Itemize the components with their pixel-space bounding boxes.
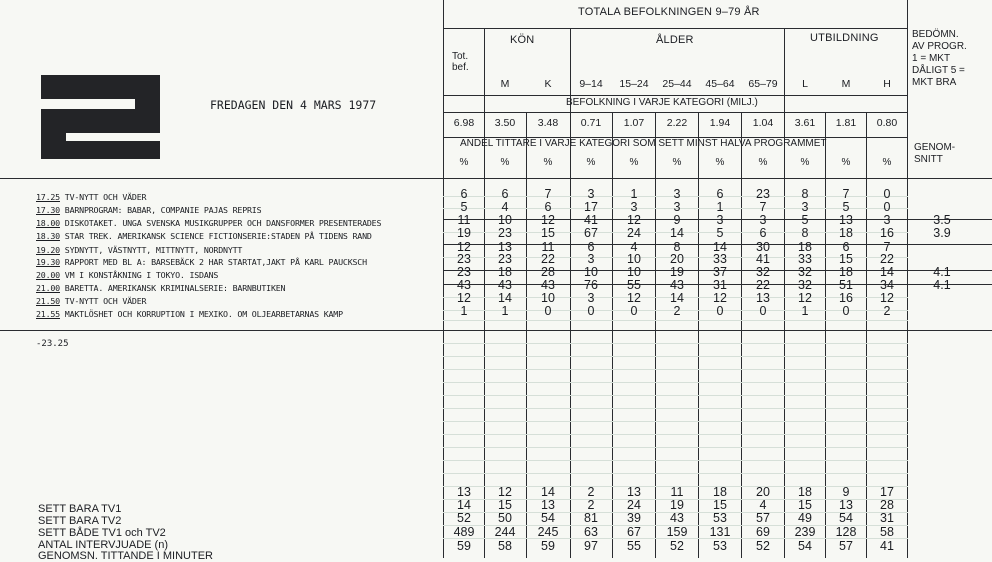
program-title: TV-NYTT OCH VÄDER <box>59 192 147 202</box>
program-value: 14 <box>498 291 512 305</box>
program-value: 14 <box>670 291 684 305</box>
program-value: 32 <box>798 278 812 292</box>
program-value: 0 <box>883 187 891 201</box>
program-value: 3 <box>587 252 595 266</box>
program-value: 12 <box>627 291 641 305</box>
program-title: MAKTLÖSHET OCH KORRUPTION I MEXIKO. OM OLJEARBETARNAS KAMP <box>59 309 343 319</box>
program-value: 12 <box>541 213 555 227</box>
summary-value: 13 <box>839 498 853 512</box>
column-label: 15–24 <box>619 78 649 90</box>
program-value: 6 <box>842 240 850 254</box>
summary-value: 55 <box>627 539 641 553</box>
program-value: 7 <box>842 187 850 201</box>
percent-sign: % <box>715 157 725 168</box>
program-value: 19 <box>457 226 471 240</box>
summary-value: 13 <box>541 498 555 512</box>
summary-value: 2 <box>587 485 595 499</box>
program-value: 37 <box>713 265 727 279</box>
column-label: H <box>883 78 891 90</box>
summary-value: 19 <box>670 498 684 512</box>
program-value: 1 <box>630 187 638 201</box>
program-value: 10 <box>584 265 598 279</box>
summary-value: 53 <box>713 539 727 553</box>
program-value: 24 <box>627 226 641 240</box>
summary-value: 12 <box>498 485 512 499</box>
program-value: 10 <box>627 252 641 266</box>
program-value: 0 <box>842 304 850 318</box>
summary-value: 58 <box>498 539 512 553</box>
program-value: 31 <box>713 278 727 292</box>
population-value: 3.61 <box>794 117 816 129</box>
population-value: 0.80 <box>876 117 898 129</box>
program-row <box>36 231 372 241</box>
program-value: 13 <box>839 213 853 227</box>
column-label: 9–14 <box>579 78 603 90</box>
population-value: 0.71 <box>580 117 602 129</box>
program-row <box>36 283 285 293</box>
summary-value: 52 <box>756 539 770 553</box>
program-value: 10 <box>541 291 555 305</box>
column-label: 45–64 <box>705 78 735 90</box>
program-value: 9 <box>673 213 681 227</box>
program-value: 23 <box>457 252 471 266</box>
summary-label: ANTAL INTERVJUADE (n) <box>38 539 168 551</box>
program-rating: 3.5 <box>933 213 951 227</box>
program-value: 0 <box>883 200 891 214</box>
percent-sign: % <box>800 157 810 168</box>
program-value: 1 <box>801 304 809 318</box>
program-value: 16 <box>880 226 894 240</box>
program-value: 22 <box>756 278 770 292</box>
summary-value: 14 <box>541 485 555 499</box>
program-time: 21.00 <box>36 283 60 293</box>
program-value: 12 <box>457 291 471 305</box>
program-value: 1 <box>460 304 468 318</box>
program-value: 55 <box>627 278 641 292</box>
summary-value: 81 <box>584 511 598 525</box>
summary-value: 17 <box>880 485 894 499</box>
program-value: 1 <box>501 304 509 318</box>
program-value: 28 <box>541 265 555 279</box>
population-value: 1.81 <box>835 117 857 129</box>
program-time: 21.50 <box>36 296 60 306</box>
summary-value: 15 <box>713 498 727 512</box>
program-value: 32 <box>798 265 812 279</box>
population-title: BEFOLKNING I VARJE KATEGORI (MILJ.) <box>566 97 758 108</box>
program-value: 3 <box>673 200 681 214</box>
program-value: 23 <box>498 226 512 240</box>
percent-sign: % <box>672 157 682 168</box>
education-title: UTBILDNING <box>810 32 879 44</box>
program-row <box>36 218 381 228</box>
summary-value: 14 <box>457 498 471 512</box>
program-value: 19 <box>670 265 684 279</box>
summary-value: 15 <box>798 498 812 512</box>
percent-sign: % <box>629 157 639 168</box>
column-label: K <box>544 78 552 90</box>
column-label: M <box>500 78 510 90</box>
program-value: 12 <box>798 291 812 305</box>
summary-value: 58 <box>880 525 894 539</box>
program-rating: 3.9 <box>933 226 951 240</box>
program-value: 18 <box>839 226 853 240</box>
program-value: 4 <box>630 240 638 254</box>
program-value: 5 <box>801 213 809 227</box>
tot-bef-label: bef. <box>452 62 469 73</box>
program-value: 14 <box>880 265 894 279</box>
program-row <box>36 309 343 319</box>
summary-value: 67 <box>627 525 641 539</box>
summary-label: SETT BARA TV2 <box>38 515 122 527</box>
program-value: 67 <box>584 226 598 240</box>
column-label: 25–44 <box>662 78 692 90</box>
summary-value: 13 <box>627 485 641 499</box>
program-value: 3 <box>716 213 724 227</box>
column-label: 65–79 <box>748 78 778 90</box>
program-value: 11 <box>541 240 555 254</box>
rule <box>443 95 908 96</box>
summary-value: 52 <box>670 539 684 553</box>
summary-value: 9 <box>842 485 850 499</box>
program-row <box>36 192 146 202</box>
population-value: 6.98 <box>453 117 475 129</box>
program-value: 14 <box>670 226 684 240</box>
summary-value: 57 <box>839 539 853 553</box>
program-value: 15 <box>541 226 555 240</box>
program-value: 12 <box>880 291 894 305</box>
program-time: 19.30 <box>36 257 60 267</box>
program-value: 1 <box>716 200 724 214</box>
population-value: 1.94 <box>709 117 731 129</box>
rule <box>443 112 908 113</box>
program-title: TV-NYTT OCH VÄDER <box>59 296 147 306</box>
program-value: 0 <box>716 304 724 318</box>
rating-title: BEDÖMN. AV PROGR. 1 = MKT DÅLIGT 5 = MKT BRA <box>912 29 967 88</box>
program-value: 7 <box>759 200 767 214</box>
program-value: 43 <box>457 278 471 292</box>
program-time: 18.30 <box>36 231 60 241</box>
program-title: BARETTA. AMERIKANSK KRIMINALSERIE: BARNBUTIKEN <box>59 283 286 293</box>
percent-sign: % <box>841 157 851 168</box>
program-value: 41 <box>584 213 598 227</box>
summary-value: 54 <box>541 511 555 525</box>
summary-value: 50 <box>498 511 512 525</box>
program-value: 0 <box>587 304 595 318</box>
program-value: 2 <box>673 304 681 318</box>
gender-title: KÖN <box>510 34 535 46</box>
column-label: L <box>802 78 808 90</box>
program-value: 43 <box>541 278 555 292</box>
program-value: 6 <box>501 187 509 201</box>
population-value: 1.04 <box>752 117 774 129</box>
program-rating: 4.1 <box>933 278 951 292</box>
program-value: 3 <box>759 213 767 227</box>
program-title: RAPPORT MED BL A: BARSEBÄCK 2 HAR STARTAT,JAKT PÅ KARL PAUCKSCH <box>59 257 367 267</box>
share-title: ANDEL TITTARE I VARJE KATEGORI SOM SETT MINST HALVA PROGRAMMET <box>460 138 827 149</box>
program-value: 3 <box>630 200 638 214</box>
program-value: 32 <box>756 265 770 279</box>
summary-value: 128 <box>835 525 857 539</box>
summary-value: 49 <box>798 511 812 525</box>
program-value: 17 <box>584 200 598 214</box>
summary-value: 20 <box>756 485 770 499</box>
program-value: 6 <box>759 226 767 240</box>
program-title: STAR TREK. AMERIKANSK SCIENCE FICTIONSERIE:STADEN PÅ TIDENS RAND <box>59 231 372 241</box>
program-value: 12 <box>627 213 641 227</box>
summary-value: 4 <box>759 498 767 512</box>
summary-value: 31 <box>880 511 894 525</box>
program-value: 6 <box>544 200 552 214</box>
rule <box>784 28 785 558</box>
program-value: 22 <box>541 252 555 266</box>
summary-value: 13 <box>457 485 471 499</box>
average-title: GENOM-SNITT <box>914 142 956 165</box>
summary-value: 18 <box>798 485 812 499</box>
summary-value: 2 <box>587 498 595 512</box>
program-value: 16 <box>839 291 853 305</box>
program-value: 6 <box>716 187 724 201</box>
program-title: VM I KONSTÅKNING I TOKYO. ISDANS <box>59 270 219 280</box>
program-value: 23 <box>498 252 512 266</box>
total-population-title: TOTALA BEFOLKNINGEN 9–79 ÅR <box>578 6 760 18</box>
end-time: -23.25 <box>36 339 69 349</box>
program-value: 3 <box>587 291 595 305</box>
program-value: 12 <box>457 240 471 254</box>
age-title: ÅLDER <box>656 34 694 46</box>
summary-value: 59 <box>457 539 471 553</box>
summary-value: 239 <box>794 525 816 539</box>
program-value: 41 <box>756 252 770 266</box>
summary-value: 24 <box>627 498 641 512</box>
summary-value: 63 <box>584 525 598 539</box>
summary-value: 28 <box>880 498 894 512</box>
program-value: 51 <box>839 278 853 292</box>
program-value: 0 <box>630 304 638 318</box>
rule <box>443 0 444 558</box>
program-value: 33 <box>713 252 727 266</box>
summary-value: 18 <box>713 485 727 499</box>
summary-label: GENOMSN. TITTANDE I MINUTER <box>38 550 213 562</box>
program-row <box>36 296 146 306</box>
program-value: 8 <box>801 226 809 240</box>
program-value: 18 <box>798 240 812 254</box>
program-value: 0 <box>759 304 767 318</box>
tot-bef-label: Tot. <box>452 51 469 62</box>
program-row <box>36 270 218 280</box>
broadcast-date: FREDAGEN DEN 4 MARS 1977 <box>210 98 377 112</box>
program-value: 5 <box>716 226 724 240</box>
program-value: 6 <box>460 187 468 201</box>
rule <box>443 28 908 29</box>
population-value: 3.48 <box>537 117 559 129</box>
program-title: SYDNYTT, VÄSTNYTT, MITTNYTT, NORDNYTT <box>59 245 243 255</box>
population-value: 1.07 <box>623 117 645 129</box>
program-row <box>36 245 242 255</box>
summary-value: 54 <box>839 511 853 525</box>
program-value: 0 <box>544 304 552 318</box>
summary-value: 54 <box>798 539 812 553</box>
program-value: 5 <box>460 200 468 214</box>
program-time: 19.20 <box>36 245 60 255</box>
rule <box>0 178 992 179</box>
percent-sign: % <box>500 157 510 168</box>
program-time: 18.00 <box>36 218 60 228</box>
program-value: 7 <box>544 187 552 201</box>
column-label: M <box>841 78 851 90</box>
program-value: 22 <box>880 252 894 266</box>
program-time: 20.00 <box>36 270 60 280</box>
percent-sign: % <box>882 157 892 168</box>
program-value: 3 <box>801 200 809 214</box>
summary-value: 52 <box>457 511 471 525</box>
percent-sign: % <box>758 157 768 168</box>
program-value: 23 <box>457 265 471 279</box>
program-title: DISKOTAKET. UNGA SVENSKA MUSIKGRUPPER OCH DANSFORMER PRESENTERADES <box>59 218 382 228</box>
percent-sign: % <box>459 157 469 168</box>
program-value: 34 <box>880 278 894 292</box>
summary-value: 57 <box>756 511 770 525</box>
summary-value: 97 <box>584 539 598 553</box>
program-value: 3 <box>883 213 891 227</box>
program-value: 11 <box>457 213 471 227</box>
program-value: 14 <box>713 240 727 254</box>
summary-value: 489 <box>453 525 475 539</box>
program-value: 23 <box>756 187 770 201</box>
program-value: 13 <box>498 240 512 254</box>
population-value: 3.50 <box>494 117 516 129</box>
program-value: 12 <box>713 291 727 305</box>
summary-value: 39 <box>627 511 641 525</box>
program-title: BARNPROGRAM: BABAR, COMPANIE PAJAS REPRIS <box>59 205 262 215</box>
program-time: 21.55 <box>36 309 60 319</box>
program-value: 7 <box>883 240 891 254</box>
program-value: 8 <box>673 240 681 254</box>
program-value: 20 <box>670 252 684 266</box>
summary-value: 59 <box>541 539 555 553</box>
summary-value: 159 <box>666 525 688 539</box>
program-value: 13 <box>756 291 770 305</box>
percent-sign: % <box>543 157 553 168</box>
population-value: 2.22 <box>666 117 688 129</box>
program-value: 4 <box>501 200 509 214</box>
program-value: 2 <box>883 304 891 318</box>
program-row <box>36 205 261 215</box>
program-value: 15 <box>839 252 853 266</box>
summary-value: 41 <box>880 539 894 553</box>
program-value: 10 <box>627 265 641 279</box>
summary-label: SETT BARA TV1 <box>38 503 122 515</box>
percent-sign: % <box>586 157 596 168</box>
program-value: 3 <box>587 187 595 201</box>
program-value: 3 <box>673 187 681 201</box>
program-row <box>36 257 367 267</box>
program-time: 17.25 <box>36 192 60 202</box>
summary-label: SETT BÅDE TV1 och TV2 <box>38 527 166 539</box>
summary-value: 245 <box>537 525 559 539</box>
rule <box>907 0 908 558</box>
rule <box>484 28 485 558</box>
program-value: 43 <box>670 278 684 292</box>
program-time: 17.30 <box>36 205 60 215</box>
program-value: 8 <box>801 187 809 201</box>
program-value: 18 <box>498 265 512 279</box>
program-value: 10 <box>498 213 512 227</box>
program-value: 18 <box>839 265 853 279</box>
rule <box>0 330 992 331</box>
summary-value: 131 <box>709 525 731 539</box>
program-value: 6 <box>587 240 595 254</box>
program-value: 5 <box>842 200 850 214</box>
summary-value: 53 <box>713 511 727 525</box>
summary-value: 244 <box>494 525 516 539</box>
program-value: 76 <box>584 278 598 292</box>
summary-value: 11 <box>670 485 684 499</box>
program-rating: 4.1 <box>933 265 951 279</box>
program-value: 33 <box>798 252 812 266</box>
summary-value: 69 <box>756 525 770 539</box>
program-value: 43 <box>498 278 512 292</box>
summary-value: 15 <box>498 498 512 512</box>
summary-value: 43 <box>670 511 684 525</box>
program-value: 30 <box>756 240 770 254</box>
